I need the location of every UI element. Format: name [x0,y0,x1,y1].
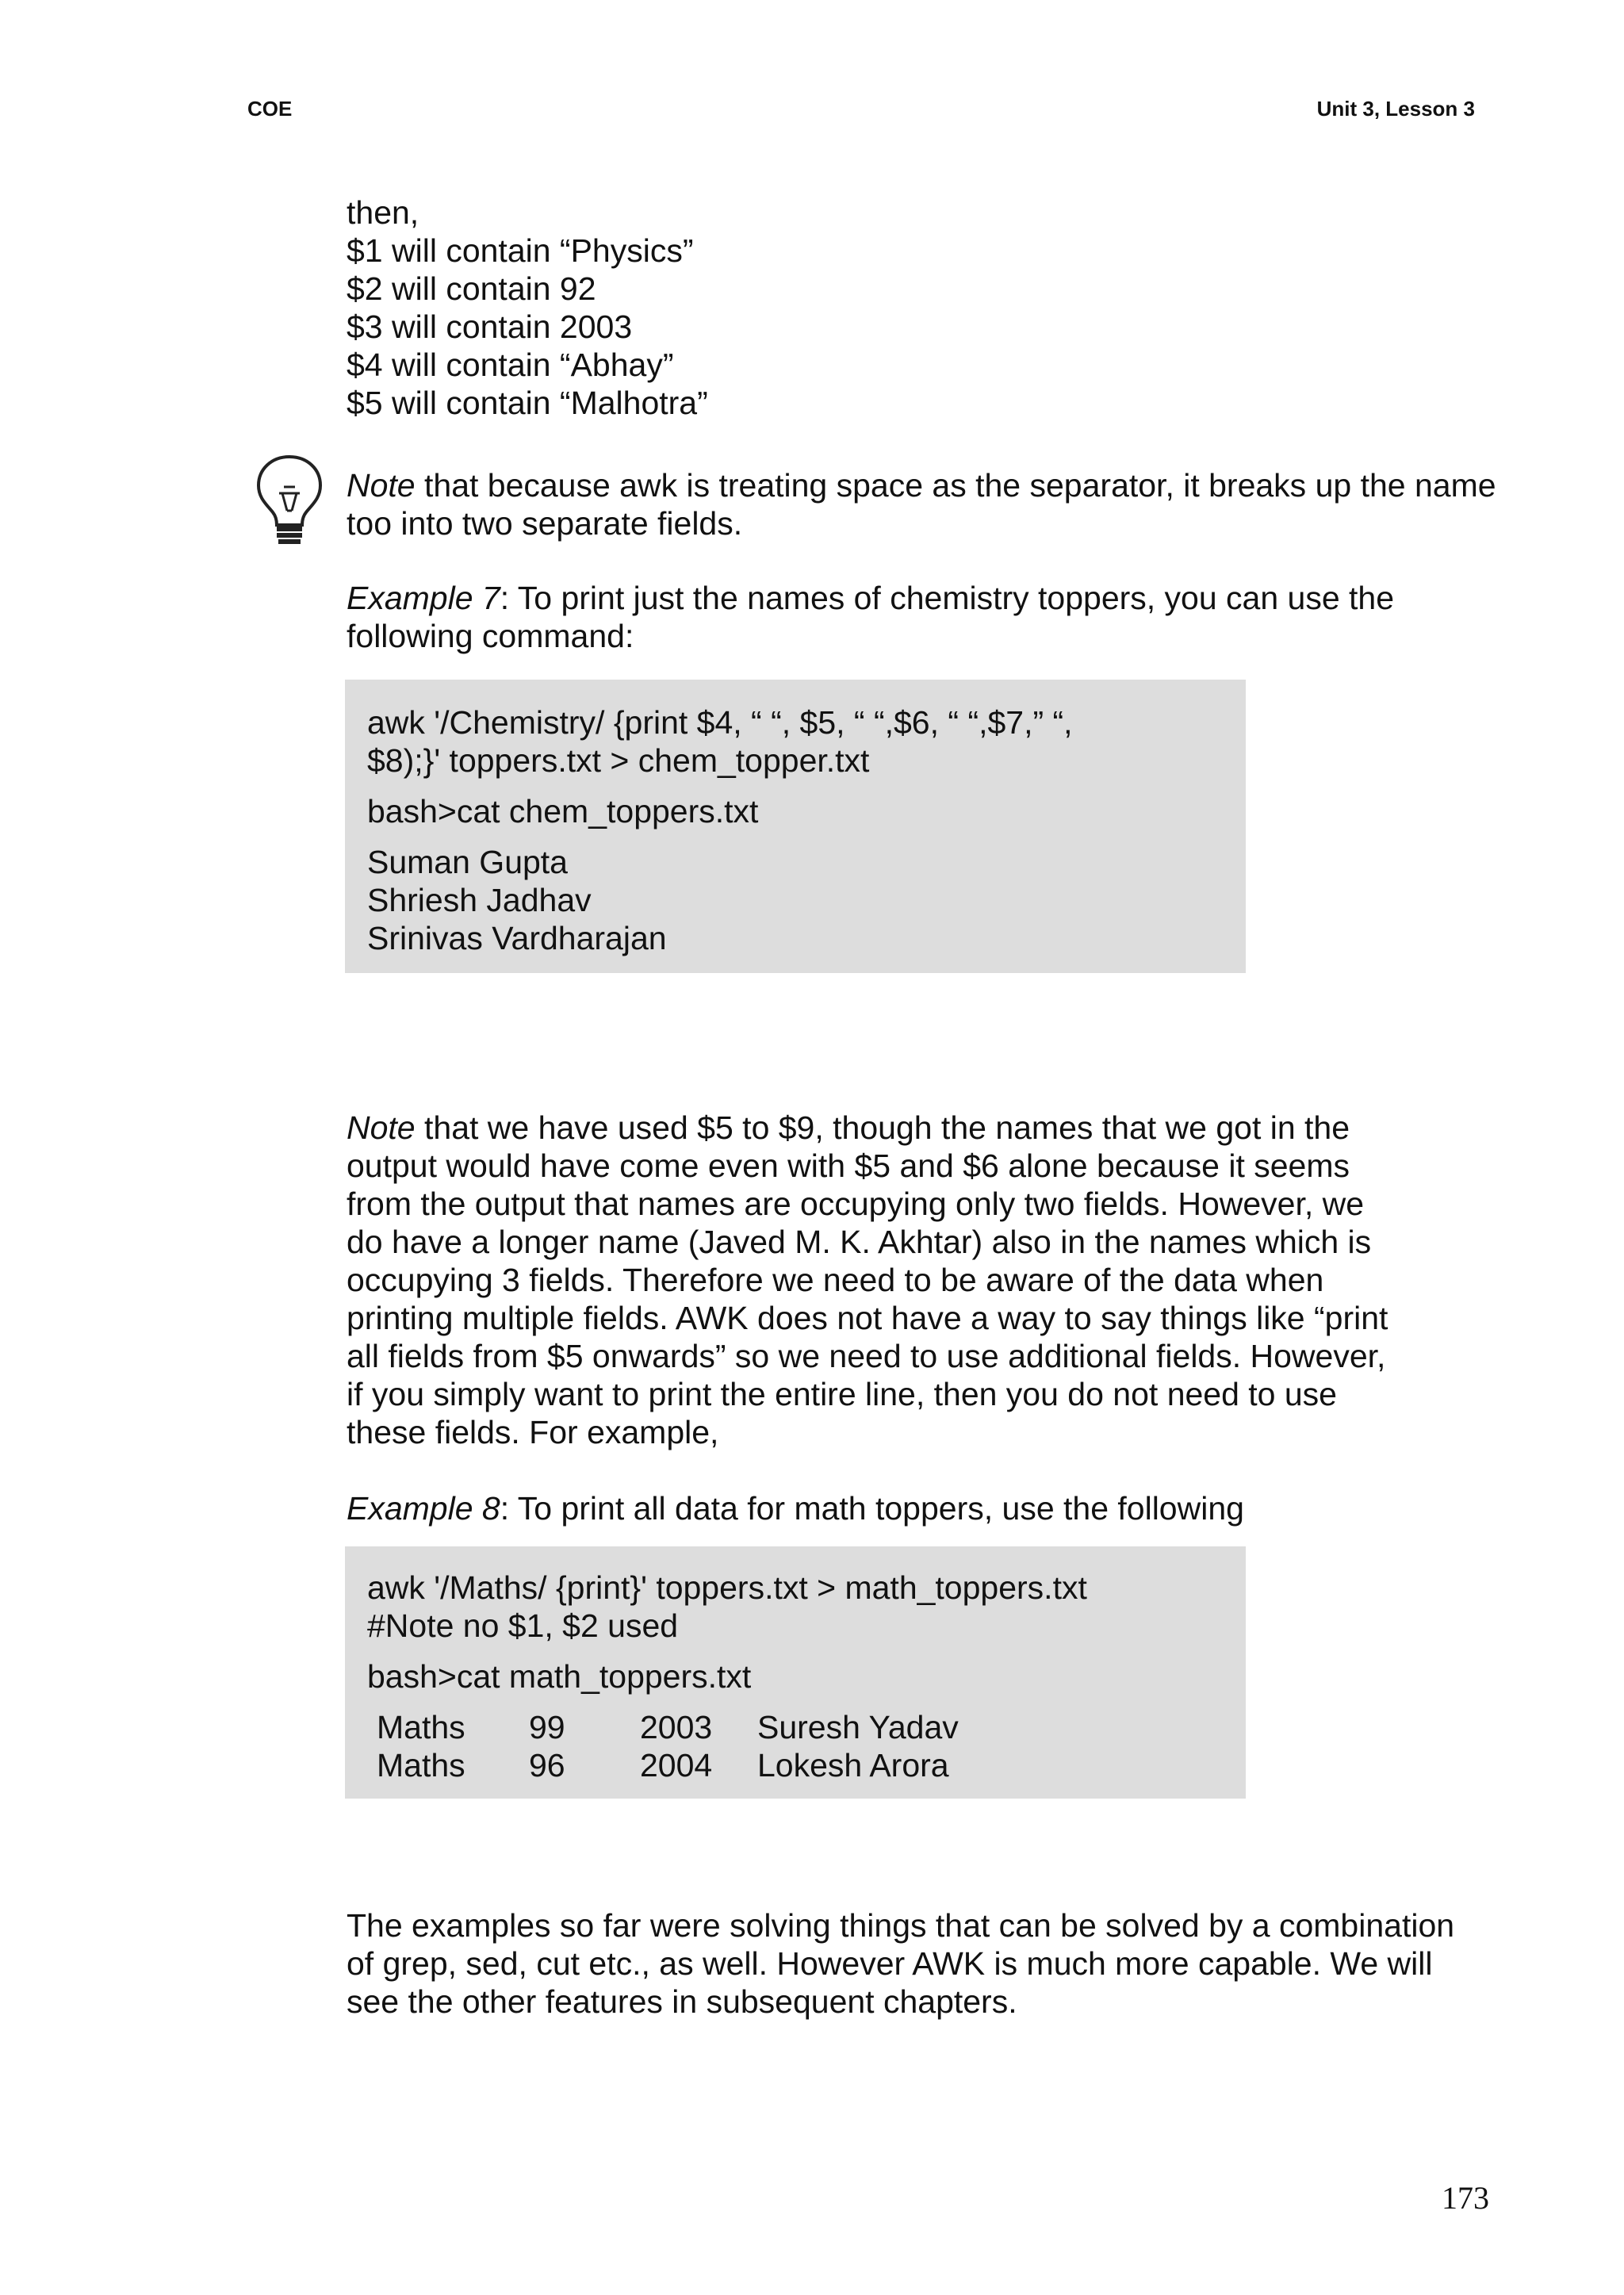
header-left: COE [247,97,293,121]
list-item: then, [347,194,419,231]
closing-text: The examples so far were solving things that can be solved by a combination of grep, sed, cut etc., as well. However AWK is much more capable. We will see the other features in subsequent chapters. [347,1907,1455,2020]
code-block-chemistry [345,680,1246,973]
code-command-line: awk '/Maths/ {print}' toppers.txt > math_toppers.txt [367,1569,1087,1606]
code-command-line: $8);}' toppers.txt > chem_topper.txt [367,742,870,779]
example-label: Example 8 [347,1490,500,1527]
code-cat-line: bash>cat math_toppers.txt [367,1658,752,1695]
name-cell: Suresh Yadav [757,1709,959,1745]
note-text: that because awk is treating space as the separator, it breaks up the name too into two separate fields. [347,467,1496,542]
note-label: Note [347,467,416,504]
year-cell: 2004 [640,1747,713,1784]
page-header [247,97,1475,121]
note-label: Note [347,1109,416,1146]
example-8-paragraph [347,1489,1496,1527]
list-item: $2 will contain 92 [347,270,596,307]
code-command-line: #Note no $1, $2 used [367,1607,679,1644]
table-row [367,1746,1224,1784]
example-text: : To print all data for math toppers, use the following [500,1490,1244,1527]
note-text: that we have used $5 to $9, though the names that we got in the output would have come even with $5 and $6 alone because it seems from the output that names are occupying only two fields. However, we do have a longer name (Javed M. K. Akhtar) also in the names which is occupying 3 fields. Therefore we need to be aware of the data when printing multiple fields. AWK does not have a way to say things like “print all fields from $5 onwards” so we need to use additional fields. However, if you simply want to print the entire line, then you do not need to use these fields. For example, [347,1109,1388,1450]
year-cell: 2003 [640,1709,713,1745]
code-cat-line: bash>cat chem_toppers.txt [367,793,759,829]
code-block-maths [345,1546,1246,1799]
code-output-line: Shriesh Jadhav [367,882,592,918]
code-command-line: awk '/Chemistry/ {print $4, “ “, $5, “ “,$6, “ “,$7,” “, [367,704,1073,741]
field-values-list [347,193,1496,422]
marks-cell: 96 [529,1747,565,1784]
page-number: 173 [1442,2180,1489,2216]
code-output-line: Srinivas Vardharajan [367,920,667,956]
list-item: $1 will contain “Physics” [347,232,694,269]
marks-cell: 99 [529,1709,565,1745]
example-label: Example 7 [347,580,500,616]
example-text: : To print just the names of chemistry toppers, you can use the following command: [347,580,1395,654]
closing-paragraph [347,1906,1488,2021]
table-row [367,1708,1224,1746]
note-paragraph [347,466,1496,542]
subject-cell: Maths [377,1747,465,1784]
example-7-paragraph [347,579,1496,655]
list-item: $5 will contain “Malhotra” [347,385,708,421]
code-output-line: Suman Gupta [367,844,568,880]
name-cell: Lokesh Arora [757,1747,949,1784]
list-item: $3 will contain 2003 [347,308,633,345]
header-right: Unit 3, Lesson 3 [1316,97,1475,121]
note-paragraph-2 [347,1109,1401,1451]
subject-cell: Maths [377,1709,465,1745]
list-item: $4 will contain “Abhay” [347,347,674,383]
lightbulb-icon [255,454,324,547]
